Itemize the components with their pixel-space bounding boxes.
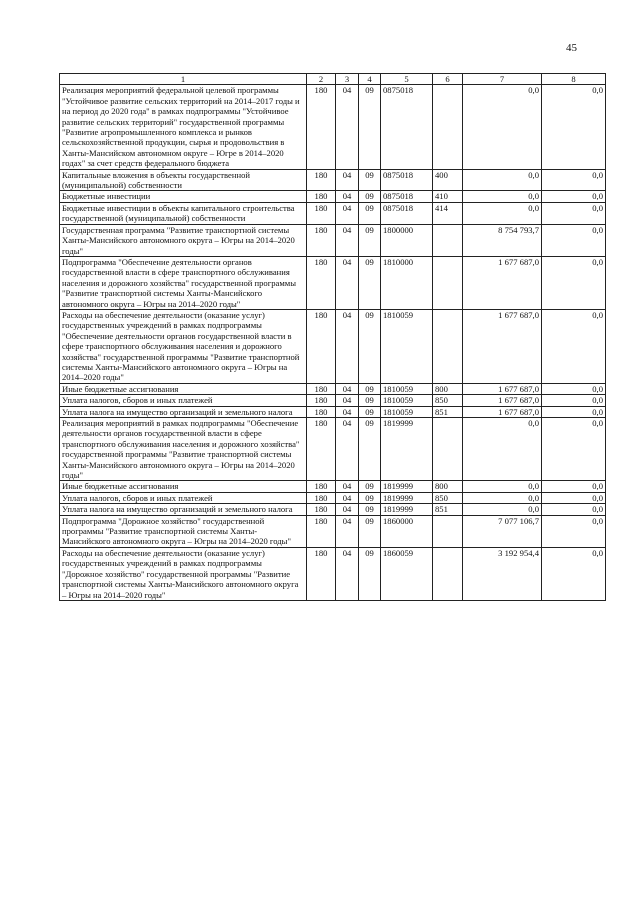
table-row <box>60 547 606 600</box>
row-amount-cell: 1 677 687,0 <box>463 395 542 406</box>
row-name-cell: Бюджетные инвестиции <box>60 191 307 202</box>
row-expense-type-cell: 410 <box>433 191 463 202</box>
row-name-cell: Расходы на обеспечение деятельности (оказание услуг) государственных учреждений в рамках подпрограммы "Дорожное хозяйство" государственной программы "Развитие транспортной системы Ханты-Мансийского автономного округа – Югры на 2014–2020 годы" <box>60 547 307 600</box>
row-subsection-cell: 09 <box>359 406 381 417</box>
row-target-article-cell: 1860000 <box>381 515 433 547</box>
row-target-article-cell: 1810000 <box>381 256 433 309</box>
row-target-article-cell: 1819999 <box>381 481 433 492</box>
row-target-article-cell: 1810059 <box>381 383 433 394</box>
row-amount-2-cell: 0,0 <box>542 395 606 406</box>
row-name-cell: Бюджетные инвестиции в объекты капитального строительства государственной (муниципальной) собственности <box>60 202 307 224</box>
row-code-cell: 180 <box>307 309 336 383</box>
row-amount-cell: 3 192 954,4 <box>463 547 542 600</box>
row-amount-cell: 1 677 687,0 <box>463 256 542 309</box>
table-row <box>60 492 606 503</box>
row-expense-type-cell: 414 <box>433 202 463 224</box>
row-expense-type-cell: 851 <box>433 504 463 515</box>
row-name-cell: Уплата налога на имущество организаций и земельного налога <box>60 406 307 417</box>
row-target-article-cell: 1800000 <box>381 224 433 256</box>
row-amount-cell: 0,0 <box>463 504 542 515</box>
row-amount-cell: 0,0 <box>463 418 542 481</box>
row-section-cell: 04 <box>336 406 359 417</box>
row-name-cell: Уплата налога на имущество организаций и земельного налога <box>60 504 307 515</box>
row-expense-type-cell <box>433 256 463 309</box>
table-row <box>60 85 606 169</box>
row-amount-2-cell: 0,0 <box>542 256 606 309</box>
table-row <box>60 406 606 417</box>
header-col-5: 5 <box>381 74 433 85</box>
row-name-cell: Уплата налогов, сборов и иных платежей <box>60 492 307 503</box>
row-section-cell: 04 <box>336 309 359 383</box>
row-amount-cell: 1 677 687,0 <box>463 309 542 383</box>
row-amount-2-cell: 0,0 <box>542 418 606 481</box>
row-expense-type-cell <box>433 515 463 547</box>
row-target-article-cell: 0875018 <box>381 202 433 224</box>
row-section-cell: 04 <box>336 383 359 394</box>
row-name-cell: Подпрограмма "Дорожное хозяйство" государственной программы "Развитие транспортной системы Ханты-Мансийского автономного округа – Югры на 2014–2020 годы" <box>60 515 307 547</box>
row-amount-2-cell: 0,0 <box>542 224 606 256</box>
row-amount-2-cell: 0,0 <box>542 481 606 492</box>
row-code-cell: 180 <box>307 256 336 309</box>
row-subsection-cell: 09 <box>359 547 381 600</box>
row-amount-2-cell: 0,0 <box>542 169 606 191</box>
header-col-4: 4 <box>359 74 381 85</box>
row-code-cell: 180 <box>307 395 336 406</box>
row-amount-2-cell: 0,0 <box>542 85 606 169</box>
row-name-cell: Уплата налогов, сборов и иных платежей <box>60 395 307 406</box>
row-expense-type-cell <box>433 547 463 600</box>
row-expense-type-cell: 800 <box>433 383 463 394</box>
table-row <box>60 224 606 256</box>
row-amount-2-cell: 0,0 <box>542 504 606 515</box>
table-row <box>60 481 606 492</box>
row-amount-cell: 1 677 687,0 <box>463 406 542 417</box>
row-target-article-cell: 0875018 <box>381 85 433 169</box>
row-code-cell: 180 <box>307 418 336 481</box>
row-section-cell: 04 <box>336 418 359 481</box>
row-name-cell: Иные бюджетные ассигнования <box>60 481 307 492</box>
header-col-1: 1 <box>60 74 307 85</box>
row-name-cell: Расходы на обеспечение деятельности (оказание услуг) государственных учреждений в рамках подпрограммы "Обеспечение деятельности органов государственной власти в сфере транспортного обслуживания населения и дорожного хозяйства" государственной программы "Развитие транспортной системы Ханты-Мансийского автономного округа – Югры на 2014–2020 годы" <box>60 309 307 383</box>
row-expense-type-cell: 850 <box>433 395 463 406</box>
table-row <box>60 309 606 383</box>
table-row <box>60 202 606 224</box>
row-code-cell: 180 <box>307 515 336 547</box>
row-amount-cell: 8 754 793,7 <box>463 224 542 256</box>
row-amount-cell: 0,0 <box>463 492 542 503</box>
row-expense-type-cell <box>433 85 463 169</box>
row-subsection-cell: 09 <box>359 85 381 169</box>
row-section-cell: 04 <box>336 202 359 224</box>
row-amount-cell: 0,0 <box>463 191 542 202</box>
header-col-3: 3 <box>336 74 359 85</box>
row-section-cell: 04 <box>336 85 359 169</box>
row-section-cell: 04 <box>336 224 359 256</box>
row-code-cell: 180 <box>307 85 336 169</box>
row-subsection-cell: 09 <box>359 202 381 224</box>
row-code-cell: 180 <box>307 202 336 224</box>
row-name-cell: Иные бюджетные ассигнования <box>60 383 307 394</box>
row-amount-cell: 1 677 687,0 <box>463 383 542 394</box>
table-row <box>60 418 606 481</box>
row-code-cell: 180 <box>307 191 336 202</box>
row-section-cell: 04 <box>336 256 359 309</box>
row-amount-2-cell: 0,0 <box>542 309 606 383</box>
row-amount-cell: 7 077 106,7 <box>463 515 542 547</box>
row-name-cell: Подпрограмма "Обеспечение деятельности органов государственной власти в сфере транспортного обслуживания населения и дорожного хозяйства" государственной программы "Развитие транспортной системы Ханты-Мансийского автономного округа – Югры на 2014–2020 годы" <box>60 256 307 309</box>
row-amount-2-cell: 0,0 <box>542 191 606 202</box>
row-amount-cell: 0,0 <box>463 481 542 492</box>
row-target-article-cell: 1860059 <box>381 547 433 600</box>
row-subsection-cell: 09 <box>359 169 381 191</box>
row-subsection-cell: 09 <box>359 191 381 202</box>
header-col-2: 2 <box>307 74 336 85</box>
row-subsection-cell: 09 <box>359 418 381 481</box>
row-expense-type-cell: 400 <box>433 169 463 191</box>
row-name-cell: Государственная программа "Развитие транспортной системы Ханты-Мансийского автономного округа – Югры на 2014–2020 годы" <box>60 224 307 256</box>
row-amount-cell: 0,0 <box>463 85 542 169</box>
budget-table <box>59 73 606 601</box>
row-amount-2-cell: 0,0 <box>542 492 606 503</box>
header-col-8: 8 <box>542 74 606 85</box>
row-amount-2-cell: 0,0 <box>542 406 606 417</box>
row-code-cell: 180 <box>307 383 336 394</box>
row-code-cell: 180 <box>307 504 336 515</box>
table-header-row <box>60 74 606 85</box>
row-expense-type-cell: 851 <box>433 406 463 417</box>
row-amount-2-cell: 0,0 <box>542 515 606 547</box>
header-col-6: 6 <box>433 74 463 85</box>
row-section-cell: 04 <box>336 515 359 547</box>
table-row <box>60 256 606 309</box>
row-subsection-cell: 09 <box>359 481 381 492</box>
row-amount-2-cell: 0,0 <box>542 202 606 224</box>
row-code-cell: 180 <box>307 547 336 600</box>
row-name-cell: Реализация мероприятий в рамках подпрограммы "Обеспечение деятельности органов государственной власти в сфере транспортного обслуживания населения и дорожного хозяйства" государственной программы "Развитие транспортной системы Ханты-Мансийского автономного округа – Югры на 2014–2020 годы" <box>60 418 307 481</box>
table-row <box>60 169 606 191</box>
row-code-cell: 180 <box>307 169 336 191</box>
row-section-cell: 04 <box>336 547 359 600</box>
row-target-article-cell: 1819999 <box>381 504 433 515</box>
row-amount-cell: 0,0 <box>463 202 542 224</box>
row-amount-cell: 0,0 <box>463 169 542 191</box>
row-target-article-cell: 1810059 <box>381 309 433 383</box>
row-section-cell: 04 <box>336 492 359 503</box>
row-section-cell: 04 <box>336 395 359 406</box>
table-row <box>60 395 606 406</box>
row-subsection-cell: 09 <box>359 504 381 515</box>
row-target-article-cell: 1819999 <box>381 492 433 503</box>
table-row <box>60 504 606 515</box>
table-row <box>60 383 606 394</box>
row-target-article-cell: 1819999 <box>381 418 433 481</box>
row-subsection-cell: 09 <box>359 492 381 503</box>
row-name-cell: Капитальные вложения в объекты государственной (муниципальной) собственности <box>60 169 307 191</box>
row-subsection-cell: 09 <box>359 224 381 256</box>
row-target-article-cell: 0875018 <box>381 191 433 202</box>
row-amount-2-cell: 0,0 <box>542 547 606 600</box>
row-section-cell: 04 <box>336 504 359 515</box>
row-subsection-cell: 09 <box>359 383 381 394</box>
header-col-7: 7 <box>463 74 542 85</box>
row-code-cell: 180 <box>307 492 336 503</box>
row-section-cell: 04 <box>336 481 359 492</box>
row-expense-type-cell <box>433 309 463 383</box>
row-amount-2-cell: 0,0 <box>542 383 606 394</box>
row-code-cell: 180 <box>307 406 336 417</box>
row-target-article-cell: 1810059 <box>381 395 433 406</box>
row-target-article-cell: 0875018 <box>381 169 433 191</box>
row-subsection-cell: 09 <box>359 309 381 383</box>
row-name-cell: Реализация мероприятий федеральной целевой программы "Устойчивое развитие сельских территорий на 2014–2017 годы и на период до 2020 года" в рамках подпрограммы "Устойчивое развитие сельских территорий" государственной программы "Развитие агропромышленного комплекса и рынков сельскохозяйственной продукции, сырья и продовольствия в Ханты-Мансийском автономном округе – Югре в 2014–2020 годах" за счет средств федерального бюджета <box>60 85 307 169</box>
row-code-cell: 180 <box>307 481 336 492</box>
page-number: 45 <box>566 42 577 54</box>
row-expense-type-cell <box>433 418 463 481</box>
row-section-cell: 04 <box>336 191 359 202</box>
table-row <box>60 515 606 547</box>
row-expense-type-cell: 800 <box>433 481 463 492</box>
row-subsection-cell: 09 <box>359 256 381 309</box>
row-target-article-cell: 1810059 <box>381 406 433 417</box>
row-subsection-cell: 09 <box>359 515 381 547</box>
row-code-cell: 180 <box>307 224 336 256</box>
table-row <box>60 191 606 202</box>
row-expense-type-cell: 850 <box>433 492 463 503</box>
row-expense-type-cell <box>433 224 463 256</box>
row-subsection-cell: 09 <box>359 395 381 406</box>
row-section-cell: 04 <box>336 169 359 191</box>
table-body <box>60 85 606 601</box>
